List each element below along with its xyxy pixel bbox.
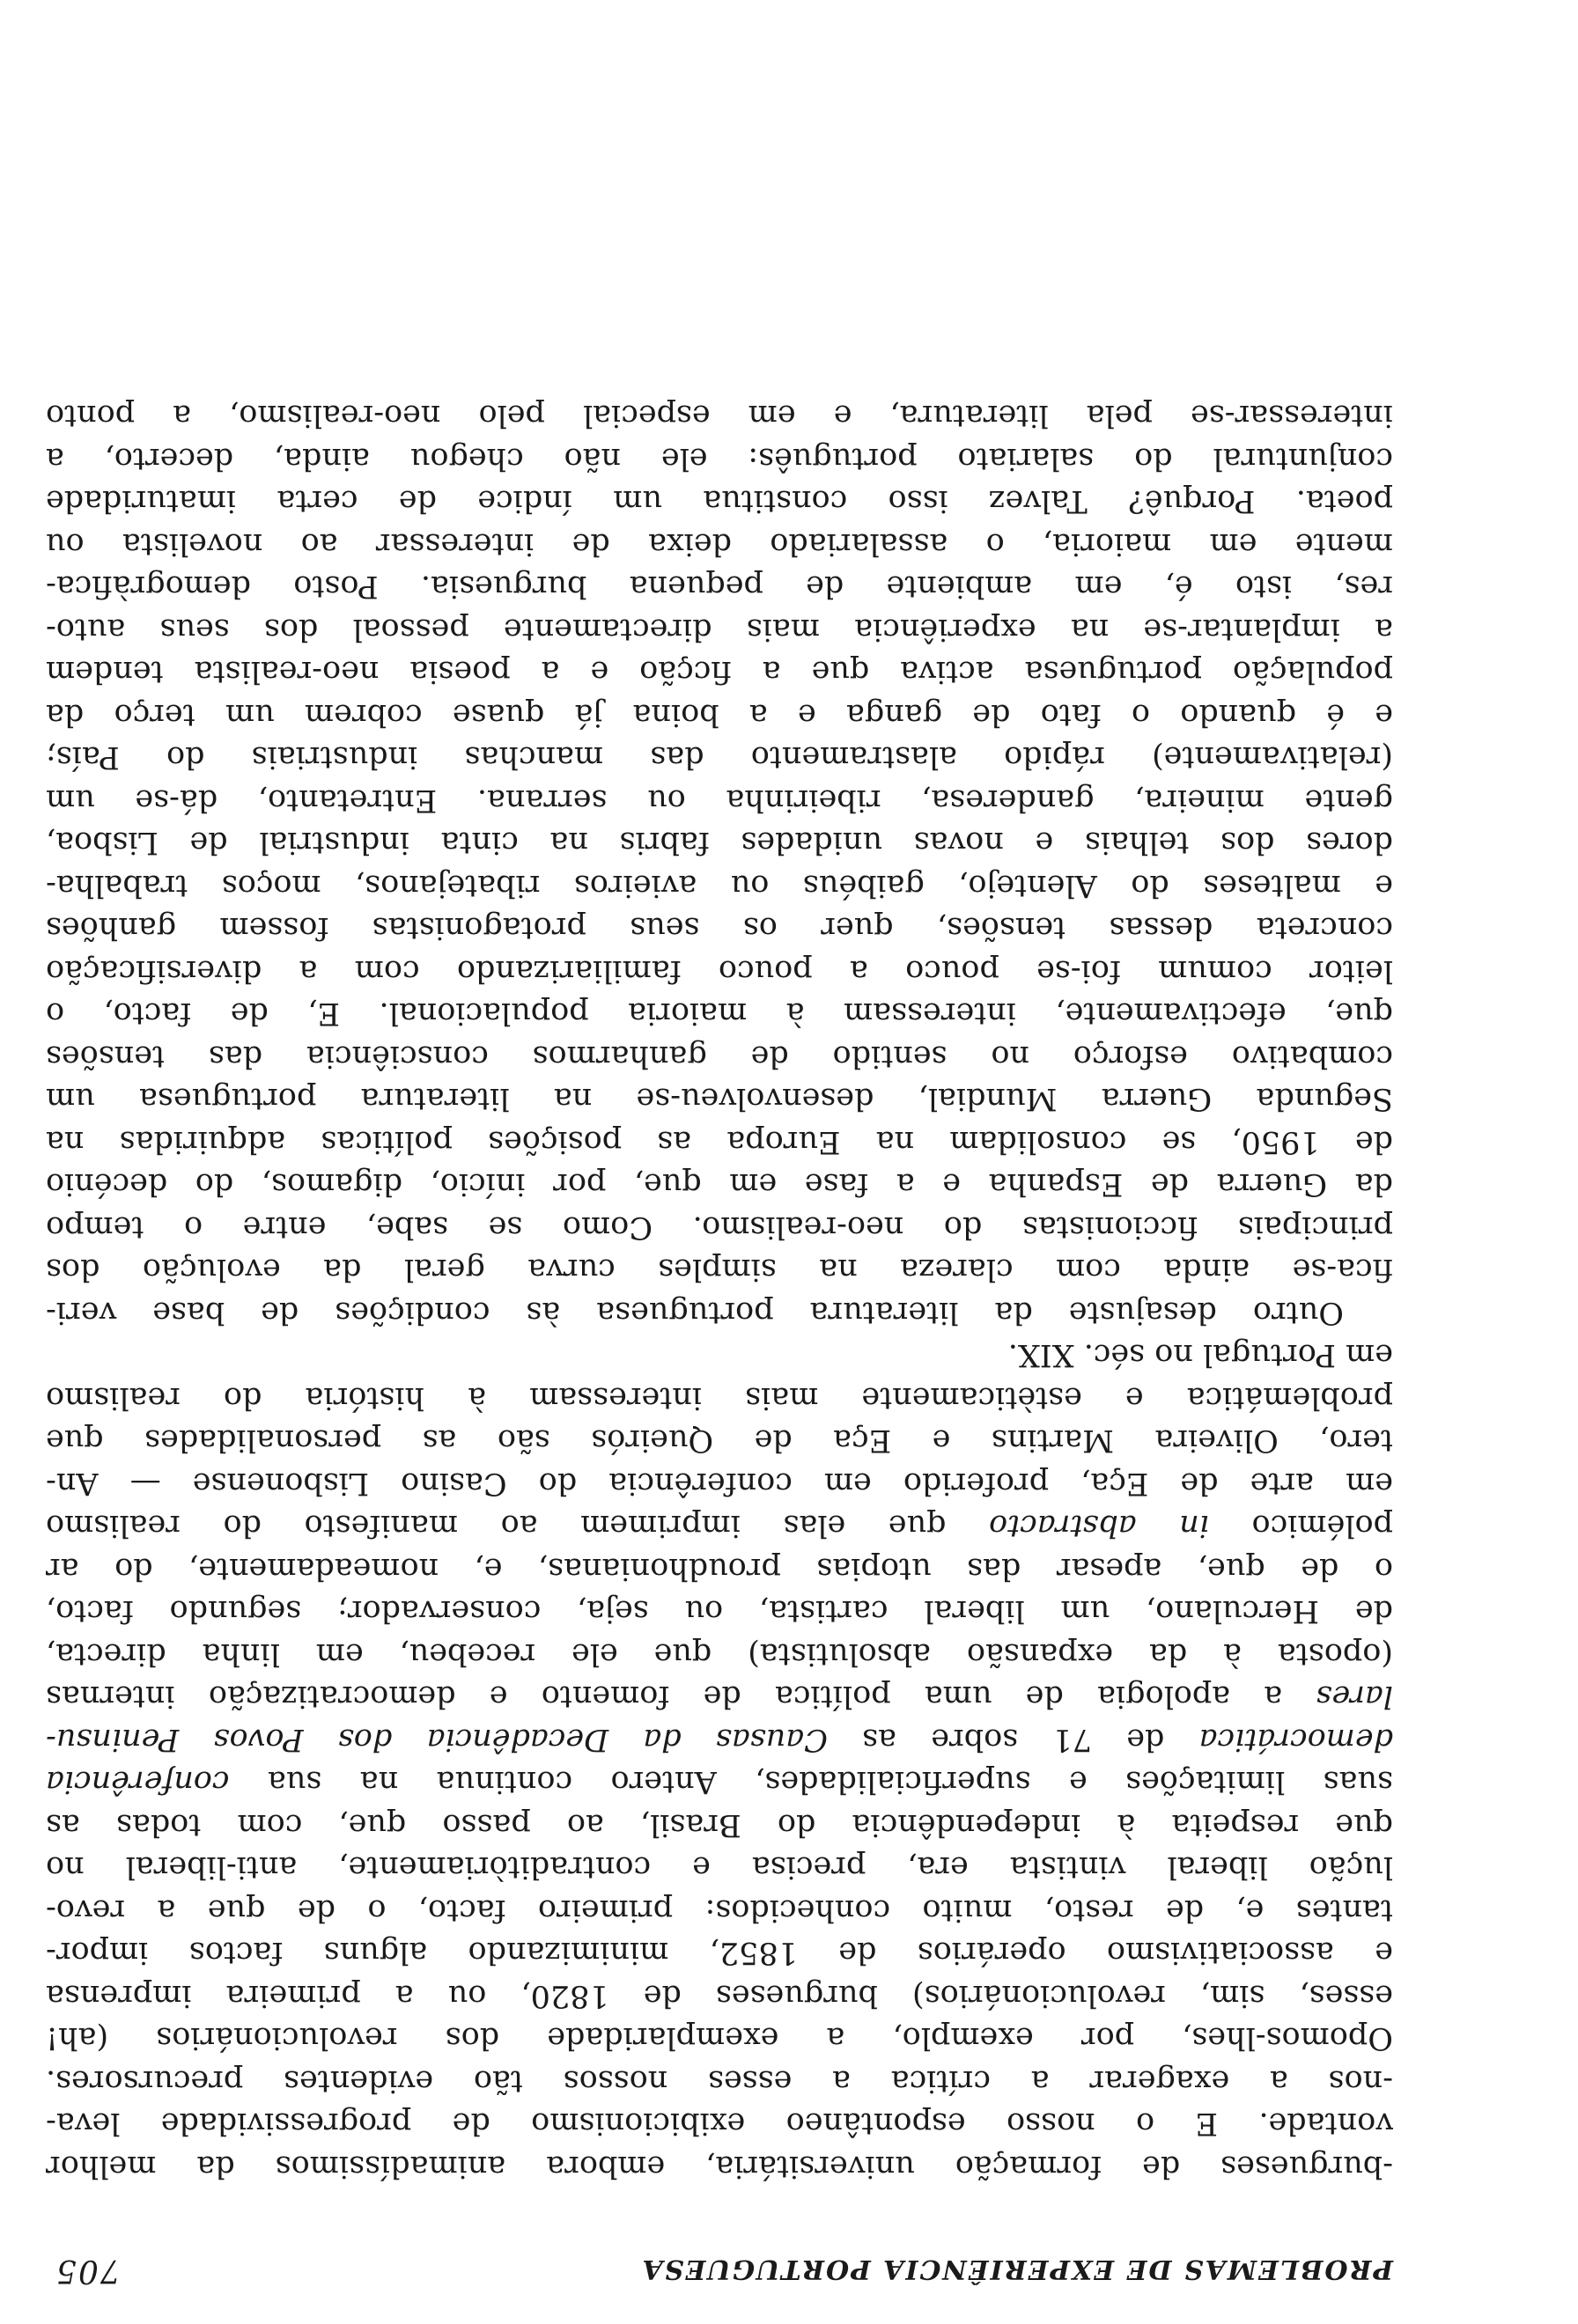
text-segment: e é quando o fato de ganga e a boina já quase cobrem um terço da bbox=[46, 697, 1393, 732]
text-segment: Opomos-lhes, por exemplo, a exemplaridade dos revolucionários (ah! bbox=[46, 2020, 1393, 2056]
text-line bbox=[46, 565, 1393, 608]
text-segment: principais ficcionistas do neo-realismo. Como se sabe, entre o tempo bbox=[46, 1210, 1393, 1245]
text-line bbox=[46, 1931, 1393, 1975]
text-line bbox=[46, 1889, 1393, 1932]
text-line bbox=[46, 2060, 1393, 2103]
text-line bbox=[46, 1077, 1393, 1121]
text-line bbox=[46, 480, 1393, 523]
text-segment: poeta. Porquê? Talvez isso constitua um índice de certa imaturidade bbox=[46, 483, 1393, 519]
italic-segment: conferência bbox=[46, 1764, 230, 1800]
text-line bbox=[46, 1504, 1393, 1548]
text-segment: res, isto é, em ambiente de pequena burguesia. Posto demogràfica- bbox=[46, 569, 1393, 605]
page-number: 705 bbox=[55, 2253, 121, 2289]
text-line bbox=[46, 2017, 1393, 2060]
text-line bbox=[46, 1248, 1393, 1291]
text-line bbox=[46, 1590, 1393, 1633]
italic-segment: in abstracto bbox=[989, 1508, 1209, 1544]
text-line bbox=[46, 1206, 1393, 1249]
italic-segment: Causas da Decadência dos Povos Peninsu- bbox=[46, 1722, 828, 1757]
text-line bbox=[46, 950, 1393, 993]
text-segment: leitor comum foi-se pouco a pouco familiarizando com a diversificação bbox=[46, 953, 1393, 989]
text-line bbox=[46, 1163, 1393, 1206]
text-segment: problemática e estèticamente mais interessam à história do realismo bbox=[46, 1380, 1393, 1416]
text-segment: população portuguesa activa que a ficção e a poesia neo-realista tendem bbox=[46, 654, 1393, 690]
text-line bbox=[46, 694, 1393, 737]
text-segment: vontade. E o nosso espontâneo exibicionismo de progressividade leva- bbox=[46, 2106, 1393, 2142]
text-segment: interessar-se pela literatura, e em especial pelo neo-realismo, a ponto bbox=[46, 398, 1393, 434]
text-segment: (oposta à da expansão absolutista) que ele recebeu, em linha directa, bbox=[46, 1636, 1393, 1672]
text-segment: tantes e, de resto, muito conhecidos: primeiro facto, o de que a revo- bbox=[46, 1893, 1393, 1928]
text-segment: em Portugal no séc. XIX. bbox=[1007, 1337, 1393, 1373]
text-segment: concreta dessas tensões, quer os seus protagonistas fossem ganhões bbox=[46, 910, 1393, 946]
text-line bbox=[46, 1334, 1393, 1377]
text-line bbox=[46, 1377, 1393, 1420]
text-segment: gente mineira, ganderesa, ribeirinha ou serrana. Entretanto, dá-se um bbox=[46, 783, 1393, 818]
text-line bbox=[46, 438, 1393, 481]
text-segment: e malteses do Alentejo, gaibéus ou avieiros ribatejanos, moços trabalha- bbox=[46, 868, 1393, 903]
text-segment: polémico bbox=[1208, 1508, 1393, 1544]
text-segment: que elas imprimem ao manifesto do realismo bbox=[46, 1508, 990, 1544]
text-line bbox=[46, 1846, 1393, 1889]
page-header bbox=[55, 2236, 1393, 2289]
text-line bbox=[46, 2102, 1393, 2145]
text-segment: a implantar-se na experiência mais directamente pessoal dos seus auto- bbox=[46, 612, 1393, 647]
text-segment: combativo esforço no sentido de ganharmos consciência das tensões bbox=[46, 1039, 1393, 1074]
italic-segment: democrática bbox=[1198, 1722, 1393, 1757]
text-segment: -nos a exagerar a crítica a esses nossos tão evidentes precursores. bbox=[46, 2063, 1393, 2099]
text-segment: o de que, apesar das utopias proudhonianas, e, nomeadamente, do ar bbox=[46, 1551, 1393, 1586]
text-segment: que, efectivamente, interessam à maioria populacional. E, de facto, o bbox=[46, 996, 1393, 1032]
text-segment: lução liberal vintista era, precisa e contraditòriamente, anti-liberal no bbox=[46, 1850, 1393, 1886]
text-line bbox=[46, 1761, 1393, 1804]
text-segment: mente em maioria, o assalariado deixa de interessar ao novelista ou bbox=[46, 526, 1393, 562]
text-line bbox=[46, 394, 1393, 438]
text-line bbox=[46, 651, 1393, 694]
text-line bbox=[46, 2145, 1393, 2188]
text-segment: que respeita à independência do Brasil, ao passo que, com todas as bbox=[46, 1807, 1393, 1842]
text-line bbox=[46, 992, 1393, 1035]
text-line bbox=[46, 864, 1393, 908]
text-segment: suas limitações e superficialidades, Antero continua na sua bbox=[229, 1764, 1393, 1800]
text-line bbox=[46, 1291, 1393, 1335]
text-segment: Outro desajuste da literatura portuguesa às condições de base veri- bbox=[46, 1295, 1344, 1330]
text-line bbox=[46, 1675, 1393, 1718]
text-line bbox=[46, 1718, 1393, 1761]
text-line bbox=[46, 907, 1393, 950]
text-segment: esses, sim, revolucionários) burgueses de 1820, ou a primeira imprensa bbox=[46, 1978, 1393, 2013]
text-line bbox=[46, 1548, 1393, 1591]
running-title: PROBLEMAS DE EXPERIÊNCIA PORTUGUESA bbox=[640, 2254, 1393, 2284]
text-segment: fica-se ainda com clareza na simples curva geral da evolução dos bbox=[46, 1252, 1393, 1288]
text-line bbox=[46, 1035, 1393, 1078]
text-line bbox=[46, 1121, 1393, 1164]
text-segment: -burgueses de formação universitária, embora animadíssimos da melhor bbox=[46, 2149, 1393, 2184]
text-segment: da Guerra de Espanha e a fase em que, por início, digamos, do decénio bbox=[46, 1166, 1393, 1202]
text-segment: de 71 sobre as bbox=[827, 1722, 1199, 1757]
text-line bbox=[46, 1633, 1393, 1676]
text-line bbox=[46, 736, 1393, 779]
text-line bbox=[46, 608, 1393, 651]
text-line bbox=[46, 523, 1393, 566]
text-segment: dores dos telhais e novas unidades fabris na cinta industrial de Lisboa, bbox=[46, 825, 1393, 861]
body-text bbox=[46, 394, 1393, 2188]
text-segment: (relativamente) rápido alastramento das manchas industriais do País; bbox=[46, 739, 1393, 776]
text-segment: tero, Oliveira Martins e Eça de Queirós são as personalidades que bbox=[46, 1423, 1393, 1459]
text-line bbox=[46, 779, 1393, 822]
text-segment: em arte de Eça, proferido em conferência do Casino Lisbonense — An- bbox=[46, 1466, 1393, 1501]
italic-segment: lares bbox=[1316, 1679, 1393, 1715]
text-segment: conjuntural do salariato português: ele não chegou ainda, decerto, a bbox=[46, 441, 1393, 476]
text-segment: e associativismo operários de 1852, minimizando alguns factos impor- bbox=[46, 1935, 1393, 1971]
text-line bbox=[46, 1419, 1393, 1462]
text-segment: Segunda Guerra Mundial, desenvolveu-se na literatura portuguesa um bbox=[46, 1081, 1393, 1117]
text-segment: de Herculano, um liberal cartista, ou seja, conservador; segundo facto, bbox=[46, 1593, 1393, 1629]
text-line bbox=[46, 821, 1393, 864]
text-line bbox=[46, 1975, 1393, 2018]
text-segment: de 1950, se consolidam na Europa as posições políticas adquiridas na bbox=[46, 1124, 1393, 1159]
text-line bbox=[46, 1462, 1393, 1505]
text-segment: a apologia de uma política de fomento e democratização internas bbox=[46, 1679, 1316, 1715]
text-line bbox=[46, 1804, 1393, 1847]
